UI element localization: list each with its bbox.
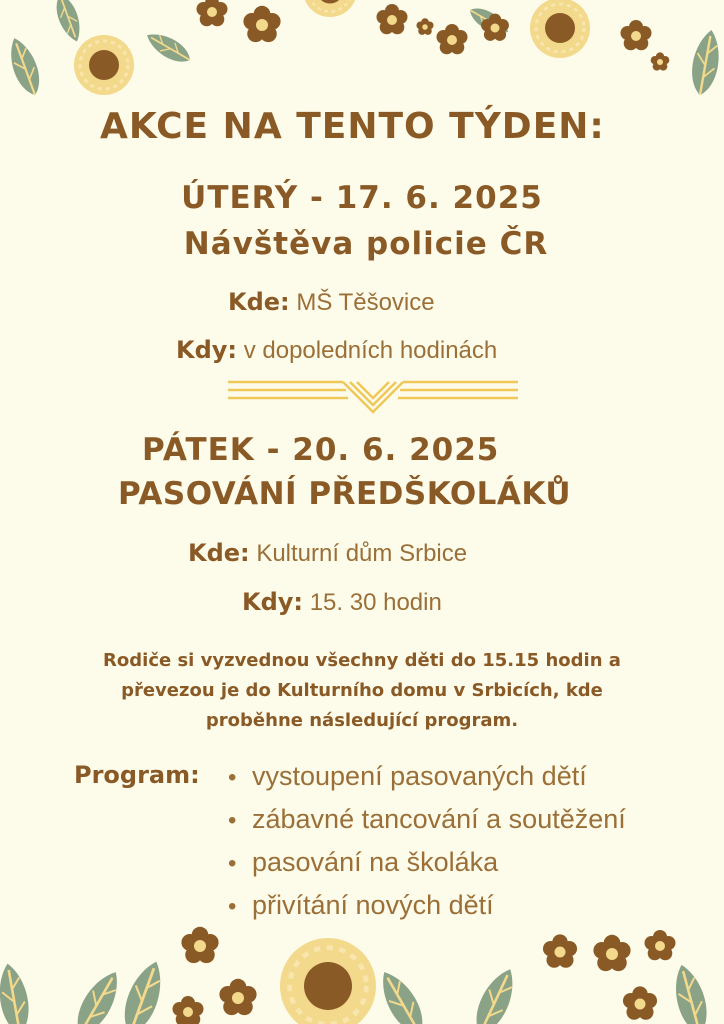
event1-when-label: Kdy:: [176, 336, 238, 364]
event2-where: [188, 539, 467, 568]
ornamental-divider: [228, 374, 518, 418]
event1-where-label: Kde:: [228, 288, 290, 316]
leaf-icon: [116, 957, 170, 1024]
leaf-icon: [142, 27, 194, 68]
parents-note-line: Rodiče si vyzvednou všechny děti do 15.15 hodin a: [103, 650, 621, 671]
event1-when-value: v dopoledních hodinách: [243, 337, 498, 364]
flower-icon: [74, 35, 134, 95]
small-flower-icon: [593, 935, 630, 971]
leaf-icon: [372, 965, 431, 1024]
program-list: [228, 756, 626, 928]
small-flower-icon: [173, 996, 204, 1024]
bottom-floral-border: [0, 924, 724, 1024]
leaf-icon: [688, 28, 724, 97]
page-title: AKCE NA TENTO TÝDEN:: [100, 106, 605, 147]
event2-date: PÁTEK - 20. 6. 2025: [142, 432, 500, 468]
event1-when: [176, 336, 497, 365]
leaf-icon: [468, 963, 523, 1024]
small-flower-icon: [621, 20, 652, 50]
leaf-icon: [668, 961, 713, 1024]
small-flower-icon: [437, 24, 468, 54]
event2-name: PASOVÁNÍ PŘEDŠKOLÁKŮ: [118, 476, 572, 512]
program-item: • pasování na školáka: [228, 842, 626, 885]
program-item: • vystoupení pasovaných dětí: [228, 756, 626, 799]
event1-where-value: MŠ Těšovice: [296, 289, 435, 316]
flower-icon: [303, 0, 357, 17]
program-label: Program:: [74, 761, 200, 789]
small-flower-icon: [181, 927, 218, 963]
program-item: • přivítání nových dětí: [228, 885, 626, 928]
leaf-icon: [3, 34, 45, 99]
small-flower-icon: [543, 934, 577, 967]
leaf-icon: [68, 965, 127, 1024]
leaf-icon: [51, 0, 86, 45]
program-item: • zábavné tancování a soutěžení: [228, 799, 626, 842]
small-flower-icon: [197, 0, 228, 26]
flower-icon: [530, 0, 590, 58]
event1-date: ÚTERÝ - 17. 6. 2025: [181, 180, 543, 216]
small-flower-icon: [243, 6, 280, 42]
small-flower-icon: [377, 4, 408, 34]
small-flower-icon: [219, 979, 256, 1015]
event2-when: [242, 588, 442, 617]
event2-where-value: Kulturní dům Srbice: [256, 540, 468, 567]
flower-icon: [280, 938, 376, 1024]
top-floral-border: [0, 0, 724, 110]
event2-when-label: Kdy:: [242, 588, 304, 616]
parents-note-line: proběhne následující program.: [205, 710, 519, 731]
event2-when-value: 15. 30 hodin: [309, 589, 442, 616]
small-flower-icon: [651, 52, 670, 70]
leaf-icon: [0, 961, 33, 1024]
event1-where: [228, 288, 435, 317]
event1-name: Návštěva policie ČR: [183, 226, 549, 262]
small-flower-icon: [623, 986, 657, 1019]
small-flower-icon: [645, 930, 676, 960]
parents-note-line: převezou je do Kulturního domu v Srbicích, kde: [121, 680, 603, 701]
parents-note: [40, 646, 684, 736]
event2-where-label: Kde:: [188, 539, 250, 567]
small-flower-icon: [416, 18, 433, 35]
